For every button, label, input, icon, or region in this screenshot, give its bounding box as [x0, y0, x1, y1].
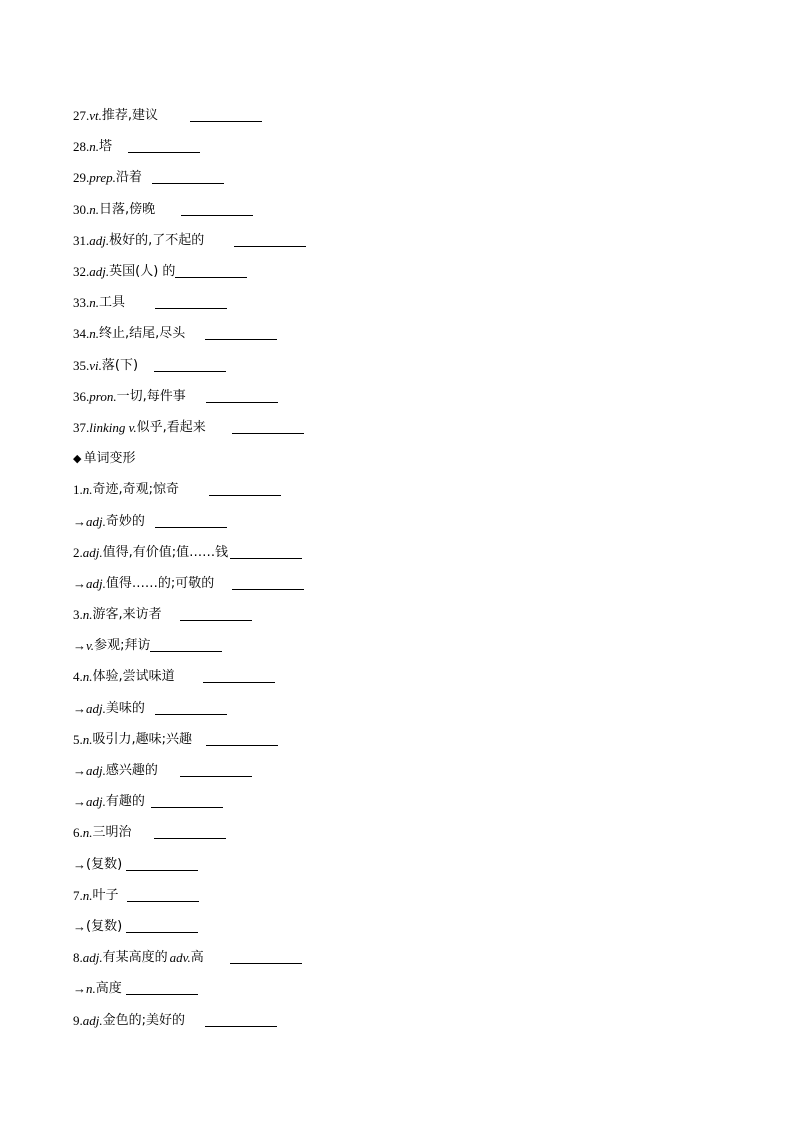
derived-form-item [73, 755, 753, 786]
diamond-bullet-icon: ◆ [73, 452, 82, 466]
derived-form-item [73, 973, 753, 1004]
part-of-speech: v. [86, 638, 95, 654]
derived-form-item [73, 693, 753, 724]
vocab-item [73, 100, 753, 131]
vocab-item [73, 381, 753, 412]
arrow-icon: → [73, 981, 86, 997]
answer-blank[interactable] [150, 639, 222, 652]
answer-blank[interactable] [203, 670, 275, 683]
derived-form-item [73, 849, 753, 880]
item-number: 5. [73, 731, 83, 747]
part-of-speech: adj. [89, 232, 110, 248]
word-transform-list [73, 474, 753, 1035]
definition: 体验,尝试味道 [92, 669, 175, 685]
derived-form-item [73, 786, 753, 817]
part-of-speech: n. [89, 326, 99, 342]
item-number: 29. [73, 170, 90, 186]
transform-item [73, 942, 753, 973]
part-of-speech: adj. [82, 950, 103, 966]
part-of-speech: n. [82, 887, 93, 903]
definition: 高 [190, 950, 204, 966]
vocab-item [73, 131, 753, 162]
answer-blank[interactable] [155, 515, 227, 528]
transform-item [73, 1004, 753, 1035]
definition: 感兴趣的 [105, 763, 158, 779]
item-number: 37. [73, 419, 90, 435]
definition: 参观;拜访 [94, 638, 151, 654]
item-number: 31. [73, 232, 90, 248]
definition: 高度 [95, 981, 122, 997]
definition: 奇妙的 [105, 513, 145, 529]
answer-blank[interactable] [232, 421, 304, 434]
definition: 值得,有价值;值……钱 [102, 544, 229, 560]
definition: 英国(人) 的 [109, 264, 176, 280]
derived-form-item [73, 911, 753, 942]
answer-blank[interactable] [154, 359, 226, 372]
vocab-list [73, 100, 753, 443]
answer-blank[interactable] [209, 483, 281, 496]
part-of-speech: adj. [86, 763, 106, 779]
arrow-icon: → [73, 575, 86, 591]
definition: 美味的 [105, 700, 145, 716]
item-number: 2. [73, 544, 83, 560]
answer-blank[interactable] [190, 109, 262, 122]
answer-blank[interactable] [234, 234, 306, 247]
part-of-speech: n. [89, 139, 99, 155]
definition: 三明治 [92, 825, 132, 841]
part-of-speech: n. [82, 731, 93, 747]
definition: 游客,来访者 [92, 607, 162, 623]
definition: 沿着 [115, 170, 142, 186]
item-number: 35. [73, 357, 90, 373]
answer-blank[interactable] [155, 702, 227, 715]
answer-blank[interactable] [206, 733, 278, 746]
part-of-speech: adv. [169, 950, 191, 966]
arrow-icon: → [73, 513, 86, 529]
part-of-speech: adj. [86, 575, 106, 591]
part-of-speech: vi. [89, 357, 102, 373]
item-number: 34. [73, 326, 90, 342]
answer-blank[interactable] [232, 577, 304, 590]
part-of-speech: adj. [86, 513, 106, 529]
item-number: 30. [73, 201, 90, 217]
answer-blank[interactable] [175, 265, 247, 278]
item-number: 36. [73, 388, 90, 404]
part-of-speech: n. [82, 669, 93, 685]
section-heading-text: 单词变形 [83, 451, 136, 467]
item-number: 9. [73, 1012, 83, 1028]
vocab-item [73, 225, 753, 256]
definition: 奇迹,奇观;惊奇 [92, 482, 180, 498]
arrow-icon: → [73, 763, 86, 779]
worksheet [73, 100, 753, 1036]
answer-blank[interactable] [155, 296, 227, 309]
answer-blank[interactable] [152, 171, 224, 184]
definition: 叶子 [92, 887, 119, 903]
definition: 工具 [99, 295, 126, 311]
part-of-speech: pron. [89, 388, 117, 404]
transform-item [73, 599, 753, 630]
vocab-item [73, 256, 753, 287]
part-of-speech: adj. [89, 264, 110, 280]
arrow-icon: → [73, 794, 86, 810]
item-number: 32. [73, 264, 90, 280]
answer-blank[interactable] [126, 920, 198, 933]
part-of-speech: prep. [89, 170, 116, 186]
definition: 极好的,了不起的 [109, 232, 205, 248]
part-of-speech: adj. [82, 544, 103, 560]
part-of-speech: adj. [82, 1012, 103, 1028]
item-number: 4. [73, 669, 83, 685]
item-number: 33. [73, 295, 90, 311]
arrow-icon: → [73, 856, 86, 872]
part-of-speech: n. [82, 825, 93, 841]
item-number: 8. [73, 950, 83, 966]
definition: 有某高度的 [102, 950, 168, 966]
part-of-speech: adj. [86, 700, 106, 716]
item-number: 1. [73, 482, 83, 498]
section-heading [73, 443, 753, 474]
part-of-speech: linking v. [89, 419, 137, 435]
answer-blank[interactable] [180, 608, 252, 621]
answer-blank[interactable] [128, 140, 200, 153]
part-of-speech: n. [86, 981, 96, 997]
definition: 塔 [99, 139, 113, 155]
item-number: 27. [73, 108, 90, 124]
answer-blank[interactable] [206, 390, 278, 403]
part-of-speech: vt. [89, 108, 102, 124]
answer-blank[interactable] [205, 327, 277, 340]
vocab-item [73, 318, 753, 349]
answer-blank[interactable] [230, 546, 302, 559]
answer-blank[interactable] [230, 951, 302, 964]
definition: 有趣的 [105, 794, 145, 810]
definition: (复数) [86, 918, 123, 934]
item-number: 7. [73, 887, 83, 903]
definition: 金色的;美好的 [102, 1012, 186, 1028]
definition: 似乎,看起来 [136, 419, 206, 435]
definition: 值得……的;可敬的 [105, 575, 215, 591]
definition: (复数) [86, 856, 123, 872]
answer-blank[interactable] [126, 982, 198, 995]
arrow-icon: → [73, 638, 86, 654]
vocab-item [73, 287, 753, 318]
definition: 落(下) [101, 357, 139, 373]
part-of-speech: n. [82, 607, 93, 623]
derived-form-item [73, 568, 753, 599]
derived-form-item [73, 505, 753, 536]
transform-item [73, 880, 753, 911]
part-of-speech: adj. [86, 794, 106, 810]
answer-blank[interactable] [181, 203, 253, 216]
definition: 终止,结尾,尽头 [99, 326, 186, 342]
definition: 吸引力,趣味;兴趣 [92, 731, 193, 747]
arrow-icon: → [73, 700, 86, 716]
part-of-speech: n. [89, 295, 99, 311]
vocab-item [73, 162, 753, 193]
definition: 一切,每件事 [116, 388, 186, 404]
vocab-item [73, 350, 753, 381]
answer-blank[interactable] [151, 795, 223, 808]
transform-item [73, 724, 753, 755]
transform-item [73, 474, 753, 505]
item-number: 28. [73, 139, 90, 155]
item-number: 6. [73, 825, 83, 841]
definition: 日落,傍晚 [99, 201, 156, 217]
answer-blank[interactable] [180, 764, 252, 777]
derived-form-item [73, 630, 753, 661]
answer-blank[interactable] [154, 826, 226, 839]
transform-item [73, 817, 753, 848]
item-number: 3. [73, 607, 83, 623]
answer-blank[interactable] [205, 1014, 277, 1027]
arrow-icon: → [73, 918, 86, 934]
transform-item [73, 661, 753, 692]
part-of-speech: n. [82, 482, 93, 498]
part-of-speech: n. [89, 201, 99, 217]
answer-blank[interactable] [126, 858, 198, 871]
vocab-item [73, 194, 753, 225]
answer-blank[interactable] [127, 889, 199, 902]
definition: 推荐,建议 [101, 108, 159, 124]
transform-item [73, 537, 753, 568]
vocab-item [73, 412, 753, 443]
